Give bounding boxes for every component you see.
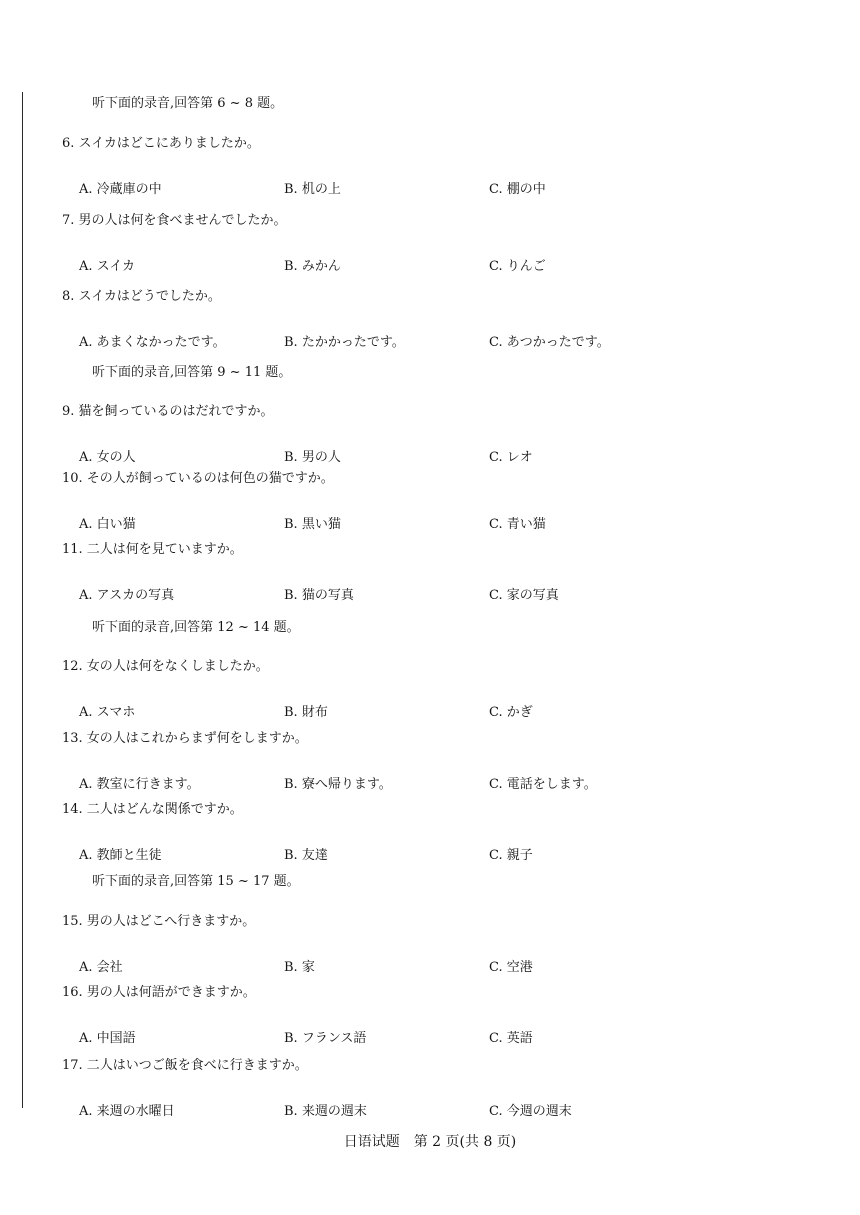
option-a: A. スマホ — [79, 705, 136, 720]
option-a: A. 来週の水曜日 — [79, 1104, 175, 1119]
section-instruction: 听下面的录音,回答第 6 ~ 8 题。 — [92, 96, 284, 111]
question-text: 6. スイカはどこにありましたか。 — [62, 136, 260, 151]
option-c: C. 棚の中 — [489, 182, 546, 197]
option-c: C. 電話をします。 — [489, 777, 597, 792]
option-b: B. 寮へ帰ります。 — [284, 777, 392, 792]
option-b: B. 机の上 — [284, 182, 341, 197]
section-instruction: 听下面的录音,回答第 9 ~ 11 题。 — [92, 365, 292, 380]
question-text: 15. 男の人はどこへ行きますか。 — [62, 914, 256, 929]
question-text: 14. 二人はどんな関係ですか。 — [62, 802, 243, 817]
question-text: 8. スイカはどうでしたか。 — [62, 289, 221, 304]
option-a: A. 教室に行きます。 — [79, 777, 200, 792]
option-c: C. 親子 — [489, 848, 533, 863]
option-b: B. 友達 — [284, 848, 328, 863]
option-c: C. かぎ — [489, 705, 533, 720]
option-a: A. 教師と生徒 — [79, 848, 162, 863]
option-a: A. 女の人 — [79, 450, 136, 465]
option-b: B. 財布 — [284, 705, 328, 720]
option-b: B. 家 — [284, 960, 315, 975]
option-b: B. みかん — [284, 259, 341, 274]
question-text: 7. 男の人は何を食べませんでしたか。 — [62, 213, 287, 228]
option-a: A. 会社 — [79, 960, 123, 975]
question-text: 17. 二人はいつご飯を食べに行きますか。 — [62, 1058, 308, 1073]
option-c: C. 今週の週末 — [489, 1104, 572, 1119]
option-a: A. アスカの写真 — [79, 588, 175, 603]
question-text: 9. 猫を飼っているのはだれですか。 — [62, 404, 274, 419]
question-text: 13. 女の人はこれからまず何をしますか。 — [62, 731, 308, 746]
option-a: A. スイカ — [79, 259, 136, 274]
option-a: A. あまくなかったです。 — [79, 335, 226, 350]
section-instruction: 听下面的录音,回答第 15 ~ 17 题。 — [92, 874, 300, 889]
question-text: 16. 男の人は何語ができますか。 — [62, 985, 256, 1000]
question-text: 12. 女の人は何をなくしましたか。 — [62, 659, 269, 674]
option-c: C. りんご — [489, 259, 546, 274]
option-c: C. 空港 — [489, 960, 533, 975]
option-b: B. 黒い猫 — [284, 517, 341, 532]
option-b: B. 来週の週末 — [284, 1104, 367, 1119]
option-c: C. レオ — [489, 450, 533, 465]
option-b: B. 男の人 — [284, 450, 341, 465]
section-instruction: 听下面的录音,回答第 12 ~ 14 题。 — [92, 620, 300, 635]
page-footer: 日语试题 第 2 页(共 8 页) — [343, 1134, 517, 1150]
option-b: B. フランス語 — [284, 1031, 367, 1046]
option-a: A. 冷蔵庫の中 — [79, 182, 162, 197]
question-text: 10. その人が飼っているのは何色の猫ですか。 — [62, 471, 334, 486]
binding-margin-line — [22, 92, 23, 1108]
option-c: C. あつかったです。 — [489, 335, 610, 350]
option-c: C. 英語 — [489, 1031, 533, 1046]
option-a: A. 白い猫 — [79, 517, 136, 532]
question-text: 11. 二人は何を見ていますか。 — [62, 542, 243, 557]
option-c: C. 家の写真 — [489, 588, 559, 603]
option-b: B. 猫の写真 — [284, 588, 354, 603]
option-c: C. 青い猫 — [489, 517, 546, 532]
option-b: B. たかかったです。 — [284, 335, 405, 350]
option-a: A. 中国語 — [79, 1031, 136, 1046]
